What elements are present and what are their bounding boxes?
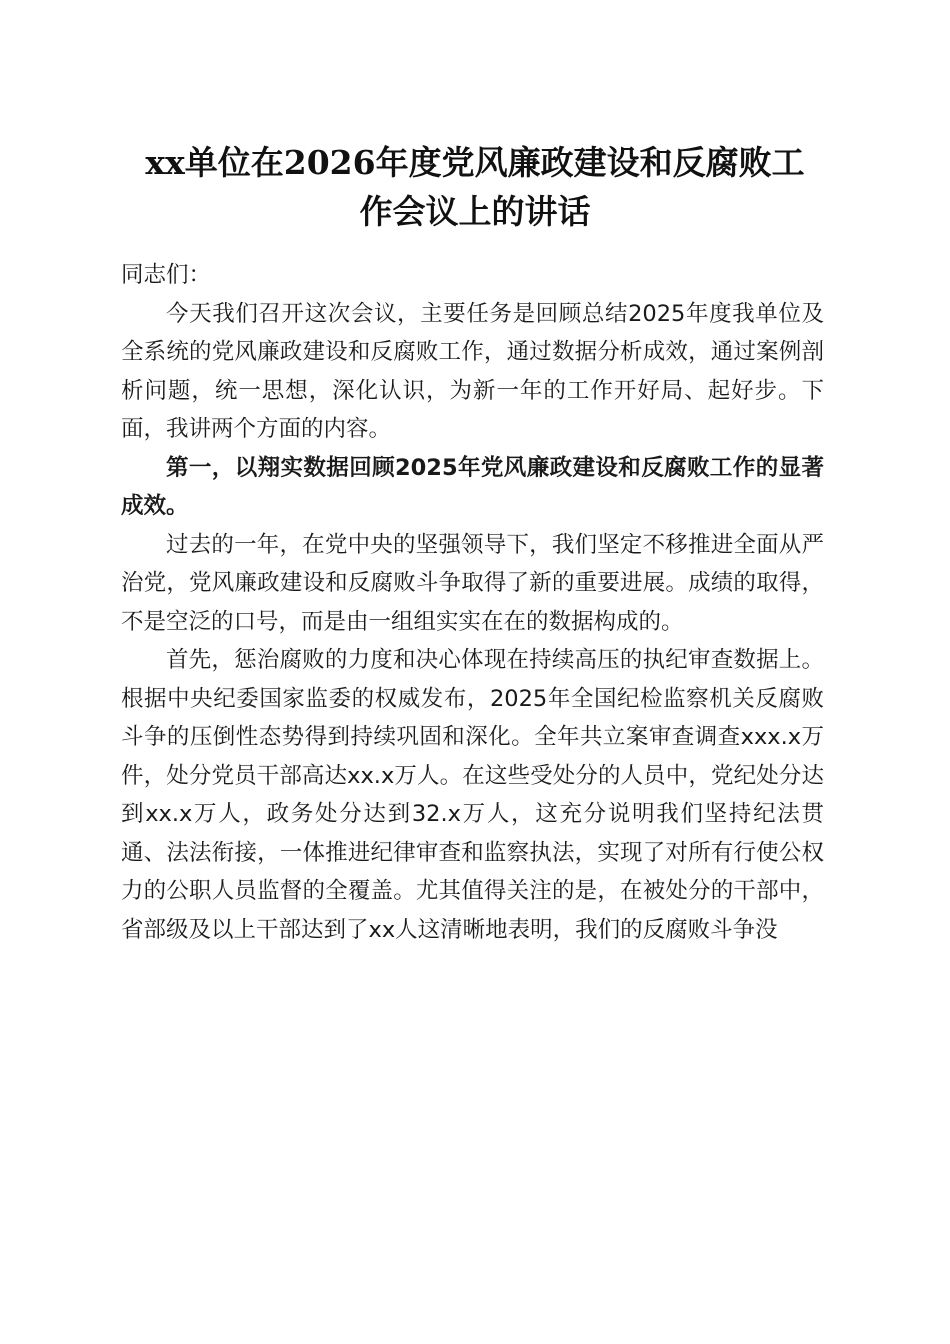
paragraph-statistics: 首先，惩治腐败的力度和决心体现在持续高压的执纪审查数据上。根据中央纪委国家监委的权威发布，2025年全国纪检监察机关反腐败斗争的压倒性态势得到持续巩固和深化。全年共立案审查调查xxx.x万件，处分党员干部高达xx.x万人。在这些受处分的人员中，党纪处分达到xx.x万人，政务处分达到32.x万人，这充分说明我们坚持纪法贯通、法法衔接，一体推进纪律审查和监察执法，实现了对所有行使公权力的公职人员监督的全覆盖。尤其值得关注的是，在被处分的干部中，省部级及以上干部达到了xx人这清晰地表明，我们的反腐败斗争没 bbox=[121, 647, 824, 943]
paragraph-review: 过去的一年，在党中央的坚强领导下，我们坚定不移推进全面从严治党，党风廉政建设和反腐败斗争取得了新的重要进展。成绩的取得，不是空泛的口号，而是由一组组实实在在的数据构成的。 bbox=[121, 531, 824, 635]
title-line-2: 作会议上的讲话 bbox=[359, 192, 591, 231]
document-body bbox=[121, 256, 824, 949]
section-heading-first: 第一，以翔实数据回顾2025年党风廉政建设和反腐败工作的显著成效。 bbox=[121, 454, 824, 519]
title-line-1: xx单位在2026年度党风廉政建设和反腐败工 bbox=[145, 143, 805, 182]
paragraph-intro: 今天我们召开这次会议，主要任务是回顾总结2025年度我单位及全系统的党风廉政建设和反腐败工作，通过数据分析成效，通过案例剖析问题，统一思想，深化认识，为新一年的工作开好局、起好步。下面，我讲两个方面的内容。 bbox=[121, 300, 824, 442]
salutation: 同志们： bbox=[121, 262, 212, 288]
document-title bbox=[90, 138, 860, 236]
